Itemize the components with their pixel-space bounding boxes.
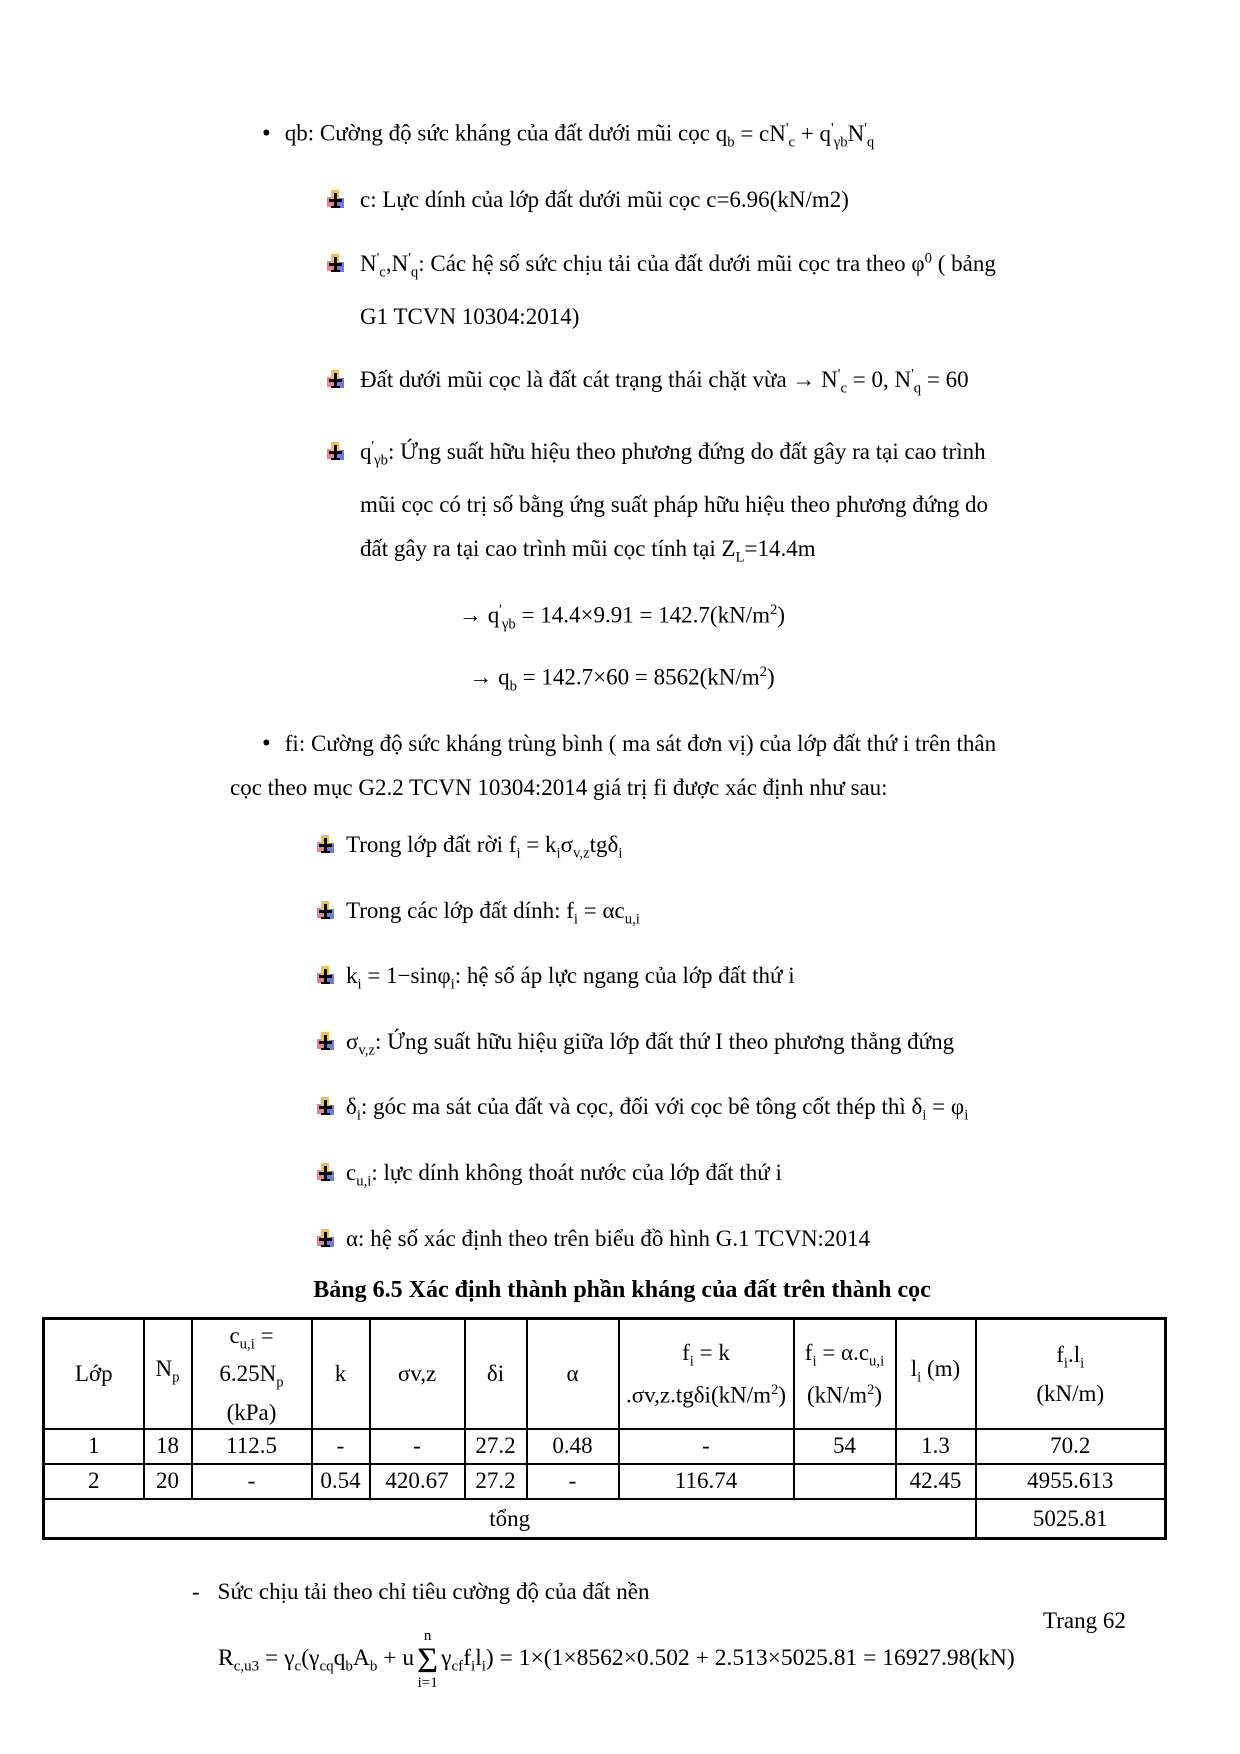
table-total-row (44, 1499, 1166, 1539)
word-plus-bullet-icon (327, 254, 344, 273)
list-item-c (230, 178, 1014, 222)
table-header-cell: $l_i$ (m) (896, 1318, 976, 1429)
word-plus-bullet-icon (317, 1163, 334, 1182)
summation-symbol (417, 1628, 438, 1692)
table-body (44, 1429, 1166, 1539)
bullet-dot-icon: • (262, 730, 271, 758)
sigma-icon: Σ (417, 1639, 439, 1680)
strength-text: Sức chịu tải theo chỉ tiêu cường độ của đất nền (217, 1579, 650, 1605)
fi-bullet-line (230, 722, 1014, 810)
table-caption: Bảng 6.5 Xác định thành phần kháng của đất trên thành cọc (313, 1276, 931, 1303)
table-cell: - (619, 1429, 794, 1464)
qb-formula: $q_b = cN'_c + q'_{\gamma b}N'_q$ (715, 120, 875, 151)
list-item-dat-roi (230, 823, 1014, 876)
list-item-text: $\sigma_{v,z}$: Ứng suất hữu hiệu giữa lớp đất thứ I theo phương thẳng đứng (346, 1028, 955, 1059)
table-cell: 27.2 (465, 1429, 527, 1464)
sum-lower-limit: i=1 (417, 1675, 438, 1692)
table-header-row (44, 1318, 1166, 1429)
table-cell: 18 (144, 1429, 192, 1464)
table-cell: 0.54 (312, 1464, 370, 1499)
list-item-text: c: Lực dính của lớp đất dưới mũi cọc c=6.96(kN/m2) (360, 187, 849, 213)
word-plus-bullet-icon (327, 442, 344, 461)
table-cell: 27.2 (465, 1464, 527, 1499)
bullet-dot-icon: • (262, 119, 271, 147)
table-cell: - (312, 1429, 370, 1464)
resistance-table (42, 1317, 1167, 1541)
table-header-cell: k (312, 1318, 370, 1429)
word-plus-bullet-icon (317, 1229, 334, 1248)
list-item-text: $N'_c,N'_q$: Các hệ số sức chịu tải của đất dưới mũi cọc tra theo $\varphi^0$ ( bảng G1 TCVN 10304:2014) (360, 250, 996, 329)
list-item-dat-duoi-mui-coc (230, 353, 1014, 411)
capacity-formula (218, 1628, 1240, 1692)
table-cell (794, 1464, 896, 1499)
list-item-text: Trong lớp đất rời $f_i = k_i\sigma_{v,z}tg\delta_i$ (346, 832, 623, 862)
table-row (44, 1429, 1166, 1464)
list-item-text: $c_{u,i}$: lực dính không thoát nước của lớp đất thứ i (346, 1160, 782, 1190)
table-cell: 4955.613 (976, 1464, 1166, 1499)
table-row (44, 1464, 1166, 1499)
list-item-cui (230, 1151, 1014, 1204)
table-cell: - (192, 1464, 312, 1499)
table-cell: 420.67 (370, 1464, 465, 1499)
dash-bullet: - (192, 1579, 200, 1605)
formula-pre: $R_{c,u3} = \gamma_c(\gamma_{cq}q_bA_b + u$ (218, 1644, 415, 1675)
table-header-cell: $f_i = \alpha.c_{u,i}$ $(kN/m^2)$ (794, 1318, 896, 1429)
table-cell: 1 (44, 1429, 144, 1464)
equation-qb: → $q_b = 142.7\times 60 = 8562(kN/m^2)$ (469, 663, 775, 695)
fi-bullet-text: fi: Cường độ sức kháng trùng bình ( ma sát đơn vị) của lớp đất thứ i trên thân cọc theo mục G2.2 TCVN 10304:2014 giá trị fi được xác định như sau: (230, 731, 997, 801)
word-plus-bullet-icon (317, 835, 334, 854)
table-header-cell: $N_p$ (144, 1318, 192, 1429)
list-item-nc-nq (230, 236, 1014, 338)
table-total-label: tổng (44, 1499, 976, 1539)
table-wrapper (42, 1317, 1240, 1541)
list-item-dat-dinh (230, 889, 1014, 942)
table-cell: 42.45 (896, 1464, 976, 1499)
table-header-cell: σv,z (370, 1318, 465, 1429)
word-plus-bullet-icon (317, 1097, 334, 1116)
document-body (230, 0, 1014, 1261)
list-item-text: Đất dưới mũi cọc là đất cát trạng thái chặt vừa → $N'_c = 0$, $N'_q = 60$ (360, 366, 969, 397)
list-item-q-gamma-b (230, 425, 1014, 580)
list-item-sigma-vz (230, 1020, 1014, 1073)
table-cell: 70.2 (976, 1429, 1166, 1464)
word-plus-bullet-icon (327, 370, 344, 389)
table-cell: 2 (44, 1464, 144, 1499)
table-cell: 116.74 (619, 1464, 794, 1499)
table-total-value: 5025.81 (976, 1499, 1166, 1539)
list-item-ki (230, 954, 1014, 1007)
table-header-cell: $c_{u,i}$ = $6.25N_p$ (kPa) (192, 1318, 312, 1429)
word-plus-bullet-icon (327, 190, 344, 209)
formula-post: $\gamma_{cf}f_il_i) = 1\times(1\times 8562\times 0.502 + 2.513\times 5025.81 = 16927.98(kN)$ (441, 1644, 1015, 1675)
table-cell: 112.5 (192, 1429, 312, 1464)
table-header-cell: Lớp (44, 1318, 144, 1429)
word-plus-bullet-icon (317, 966, 334, 985)
table-header-cell: α (527, 1318, 619, 1429)
table-header-cell: $f_i.l_i$ (kN/m) (976, 1318, 1166, 1429)
page-number: Trang 62 (1043, 1608, 1126, 1633)
table-cell: 20 (144, 1464, 192, 1499)
table-header-cell: δi (465, 1318, 527, 1429)
list-item-alpha (230, 1217, 1014, 1261)
list-item-text: $q'_{\gamma b}$: Ứng suất hữu hiệu theo phương đứng do đất gây ra tại cao trình mũi cọc có trị số bằng ứng suất pháp hữu hiệu theo phương đứng do đất gây ra tại cao trình mũi cọc tính tại $Z_L=14.4m$ (360, 438, 988, 566)
table-cell: 54 (794, 1429, 896, 1464)
qb-bullet-line (230, 106, 1014, 164)
list-item-delta-i (230, 1085, 1014, 1138)
equation-q-gamma-b: → $q'_{\gamma b} = 14.4\times 9.91 = 142.7(kN/m^2)$ (458, 601, 786, 632)
list-item-text: $k_i = 1-\sin\varphi_i$: hệ số áp lực ngang của lớp đất thứ i (346, 963, 795, 993)
word-plus-bullet-icon (317, 901, 334, 920)
qb-bullet-text: qb: Cường độ sức kháng của đất dưới mũi cọc (284, 120, 716, 146)
sum-upper-limit: n (423, 1628, 432, 1645)
table-cell: - (370, 1429, 465, 1464)
list-item-text: $\delta_i$: góc ma sát của đất và cọc, đối với cọc bê tông cốt thép thì $\delta_i = \varphi_i$ (346, 1094, 969, 1125)
table-cell: - (527, 1464, 619, 1499)
word-plus-bullet-icon (317, 1032, 334, 1051)
table-header-cell: $f_i = k$ $.\sigma v,z.tg\delta i(kN/m^2)$ (619, 1318, 794, 1429)
table-cell: 0.48 (527, 1429, 619, 1464)
table-cell: 1.3 (896, 1429, 976, 1464)
list-item-text: α: hệ số xác định theo trên biểu đồ hình G.1 TCVN:2014 (346, 1225, 870, 1251)
list-item-text: Trong các lớp đất dính: $f_i = \alpha c_{u,i}$ (346, 897, 640, 928)
